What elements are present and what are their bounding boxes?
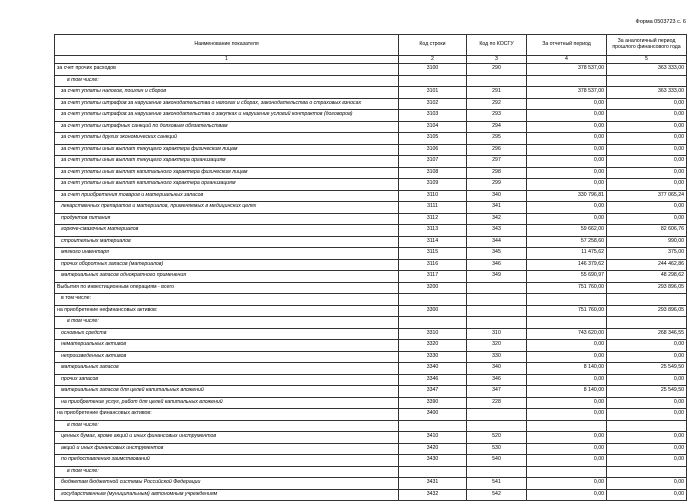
row-current-amount: 0,00 [527,374,607,386]
row-name: за счет прочих расходов [55,64,399,76]
table-row [55,478,687,490]
row-previous-amount [607,75,687,87]
row-code: 3102 [399,98,467,110]
row-kosgu [467,317,527,329]
row-name: за счет уплаты иных выплат капитального характера физическим лицам [55,167,399,179]
row-previous-amount: 25 549,50 [607,363,687,375]
row-name: нематериальных активов [55,340,399,352]
row-previous-amount: 990,00 [607,236,687,248]
row-kosgu: 320 [467,340,527,352]
row-previous-amount: 363 333,00 [607,87,687,99]
table-row [55,282,687,294]
row-kosgu: 291 [467,87,527,99]
row-previous-amount: 82 606,76 [607,225,687,237]
row-previous-amount: 48 298,62 [607,271,687,283]
row-name: материальных запасов для целей капитальных вложений [55,386,399,398]
table-row [55,110,687,122]
row-previous-amount: 0,00 [607,121,687,133]
table-row [55,305,687,317]
row-code [399,466,467,478]
row-previous-amount: 0,00 [607,133,687,145]
row-kosgu: 541 [467,478,527,490]
table-row [55,317,687,329]
table-row [55,213,687,225]
row-current-amount: 57 258,60 [527,236,607,248]
row-previous-amount: 0,00 [607,167,687,179]
row-kosgu: 343 [467,225,527,237]
row-kosgu [467,294,527,306]
row-code: 3410 [399,432,467,444]
row-name: в том числе: [55,420,399,432]
row-name: за счет уплаты иных выплат капитального характера организациям [55,179,399,191]
table-row [55,328,687,340]
table-row [55,64,687,76]
row-current-amount: 378 537,00 [527,87,607,99]
row-code: 3117 [399,271,467,283]
table-row [55,340,687,352]
row-name: лекарственных препаратов и материалов, применяемых в медицинских целях [55,202,399,214]
table-row [55,236,687,248]
row-previous-amount [607,466,687,478]
row-kosgu [467,282,527,294]
row-name: горюче-смазочных материалов [55,225,399,237]
table-row [55,167,687,179]
row-code: 3106 [399,144,467,156]
row-kosgu: 340 [467,190,527,202]
row-code: 3101 [399,87,467,99]
row-code: 3115 [399,248,467,260]
row-name: непроизведенных активов [55,351,399,363]
table-row [55,386,687,398]
table-body [55,64,687,501]
row-name: за счет уплаты других экономических санкций [55,133,399,145]
row-name: государственным (муниципальным) автономным учреждениям [55,489,399,501]
row-current-amount: 0,00 [527,133,607,145]
row-previous-amount: 0,00 [607,478,687,490]
row-kosgu: 295 [467,133,527,145]
row-previous-amount: 0,00 [607,455,687,467]
table-row [55,351,687,363]
row-name: на приобретение нефинансовых активов: [55,305,399,317]
row-current-amount: 0,00 [527,340,607,352]
column-number: 5 [607,56,687,64]
row-kosgu: 298 [467,167,527,179]
table-row [55,466,687,478]
row-code: 3300 [399,305,467,317]
row-code: 3346 [399,374,467,386]
row-code: 3430 [399,455,467,467]
row-name: за счет уплаты налогов, пошлин и сборов [55,87,399,99]
row-code: 3104 [399,121,467,133]
row-name: прочих оборотных запасов (материалов) [55,259,399,271]
row-name: за счет уплаты штрафов за нарушение законодательства о закупках и нарушение условий контрактов (договоров) [55,110,399,122]
table-row [55,75,687,87]
row-current-amount: 8 140,00 [527,386,607,398]
row-kosgu: 520 [467,432,527,444]
row-current-amount: 0,00 [527,213,607,225]
row-previous-amount: 244 462,86 [607,259,687,271]
row-current-amount [527,420,607,432]
col-header-kosgu: Код по КОСГУ [467,35,527,56]
table-row [55,432,687,444]
table-row [55,225,687,237]
row-kosgu: 293 [467,110,527,122]
table-row [55,363,687,375]
row-current-amount [527,466,607,478]
col-header-current: За отчетный период [527,35,607,56]
row-name: за счет уплаты иных выплат текущего характера физическим лицам [55,144,399,156]
row-name: за счет приобретения товаров и материальных запасов [55,190,399,202]
table-row [55,271,687,283]
row-name: за счет уплаты штрафных санкций по долговым обязательствам [55,121,399,133]
row-previous-amount: 0,00 [607,351,687,363]
row-previous-amount: 0,00 [607,374,687,386]
row-current-amount: 0,00 [527,443,607,455]
table-row [55,190,687,202]
row-name: за счет уплаты иных выплат текущего характера организациям [55,156,399,168]
table-row [55,455,687,467]
row-code: 3431 [399,478,467,490]
row-previous-amount [607,317,687,329]
row-kosgu: 346 [467,259,527,271]
table-row [55,489,687,501]
row-previous-amount: 293 896,05 [607,305,687,317]
row-current-amount: 0,00 [527,432,607,444]
row-code: 3420 [399,443,467,455]
row-code: 3340 [399,363,467,375]
row-previous-amount: 0,00 [607,110,687,122]
table-row [55,374,687,386]
row-code: 3109 [399,179,467,191]
row-previous-amount: 377 065,24 [607,190,687,202]
row-code: 3108 [399,167,467,179]
row-name: строительных материалов [55,236,399,248]
row-code: 3112 [399,213,467,225]
row-previous-amount: 0,00 [607,202,687,214]
row-name: материальных запасов однократного применения [55,271,399,283]
row-current-amount: 59 662,00 [527,225,607,237]
row-kosgu: 297 [467,156,527,168]
row-current-amount: 0,00 [527,351,607,363]
row-name: материальных запасов [55,363,399,375]
row-current-amount: 751 760,00 [527,305,607,317]
col-header-previous: За аналогичный период прошлого финансового года [607,35,687,56]
table-row [55,144,687,156]
table-row [55,121,687,133]
row-name: в том числе: [55,317,399,329]
table-row [55,133,687,145]
row-kosgu: 340 [467,363,527,375]
row-name: в том числе: [55,466,399,478]
table-row [55,409,687,421]
row-previous-amount: 375,00 [607,248,687,260]
row-code: 3330 [399,351,467,363]
row-current-amount: 330 796,81 [527,190,607,202]
row-name: ценных бумаг, кроме акций и иных финансовых инструментов [55,432,399,444]
row-kosgu: 290 [467,64,527,76]
row-kosgu: 349 [467,271,527,283]
table-row [55,98,687,110]
row-code: 3116 [399,259,467,271]
row-code [399,294,467,306]
row-previous-amount: 0,00 [607,397,687,409]
row-name: за счет уплаты штрафов за нарушение законодательства о налогах и сборах, законодательства о страховых взносах [55,98,399,110]
table-row [55,443,687,455]
row-current-amount: 0,00 [527,98,607,110]
column-number-row [55,56,687,64]
row-name: в том числе: [55,75,399,87]
row-code [399,75,467,87]
row-current-amount: 11 475,62 [527,248,607,260]
row-kosgu [467,409,527,421]
row-name: по предоставлению заимствований [55,455,399,467]
row-kosgu [467,420,527,432]
row-name: прочих запасов [55,374,399,386]
row-current-amount: 0,00 [527,144,607,156]
row-previous-amount: 25 549,50 [607,386,687,398]
row-code: 3310 [399,328,467,340]
row-current-amount: 0,00 [527,121,607,133]
row-code: 3103 [399,110,467,122]
row-kosgu [467,466,527,478]
table-row [55,420,687,432]
row-code: 3390 [399,397,467,409]
row-kosgu: 345 [467,248,527,260]
row-kosgu: 310 [467,328,527,340]
table-row [55,179,687,191]
row-code: 3110 [399,190,467,202]
header-row [55,35,687,56]
row-code: 3320 [399,340,467,352]
row-kosgu: 292 [467,98,527,110]
row-previous-amount: 293 896,05 [607,282,687,294]
col-header-name: Наименование показателя [55,35,399,56]
row-kosgu: 344 [467,236,527,248]
table-row [55,87,687,99]
row-kosgu: 347 [467,386,527,398]
row-previous-amount: 363 333,00 [607,64,687,76]
row-kosgu: 330 [467,351,527,363]
row-code [399,317,467,329]
row-current-amount: 751 760,00 [527,282,607,294]
column-number: 3 [467,56,527,64]
col-header-code: Код строки [399,35,467,56]
row-current-amount: 0,00 [527,397,607,409]
row-code: 3107 [399,156,467,168]
row-current-amount: 0,00 [527,167,607,179]
row-current-amount: 0,00 [527,110,607,122]
row-previous-amount: 0,00 [607,489,687,501]
row-current-amount: 0,00 [527,179,607,191]
column-number: 1 [55,56,399,64]
row-code: 3400 [399,409,467,421]
table-row [55,156,687,168]
row-code: 3114 [399,236,467,248]
row-code [399,420,467,432]
row-code: 3200 [399,282,467,294]
row-current-amount: 743 620,00 [527,328,607,340]
row-previous-amount: 0,00 [607,144,687,156]
row-current-amount: 0,00 [527,478,607,490]
row-current-amount: 0,00 [527,489,607,501]
row-previous-amount: 0,00 [607,443,687,455]
row-previous-amount: 0,00 [607,213,687,225]
table-row [55,294,687,306]
row-kosgu: 294 [467,121,527,133]
row-code: 3100 [399,64,467,76]
row-kosgu: 228 [467,397,527,409]
table-row [55,397,687,409]
row-current-amount: 378 537,00 [527,64,607,76]
row-previous-amount: 0,00 [607,340,687,352]
row-previous-amount [607,294,687,306]
row-previous-amount [607,420,687,432]
column-number: 2 [399,56,467,64]
row-name: на приобретение финансовых активов: [55,409,399,421]
row-current-amount [527,294,607,306]
row-current-amount: 8 140,00 [527,363,607,375]
row-kosgu [467,75,527,87]
row-name: акций и иных финансовых инструментов [55,443,399,455]
row-current-amount: 55 690,97 [527,271,607,283]
row-kosgu: 540 [467,455,527,467]
row-current-amount [527,75,607,87]
report-table [54,34,687,501]
row-previous-amount: 0,00 [607,156,687,168]
table-row [55,202,687,214]
row-kosgu: 299 [467,179,527,191]
row-code: 3347 [399,386,467,398]
row-current-amount: 0,00 [527,409,607,421]
row-name: на приобретение услуг, работ для целей капитальных вложений [55,397,399,409]
table-row [55,248,687,260]
row-name: Выбытия по инвестиционным операциям - всего [55,282,399,294]
row-kosgu: 346 [467,374,527,386]
row-name: мягкого инвентаря [55,248,399,260]
row-current-amount [527,317,607,329]
row-current-amount: 146 379,62 [527,259,607,271]
row-code: 3105 [399,133,467,145]
row-current-amount: 0,00 [527,156,607,168]
row-name: основных средств [55,328,399,340]
row-kosgu: 542 [467,489,527,501]
row-kosgu: 296 [467,144,527,156]
row-previous-amount: 0,00 [607,98,687,110]
row-code: 3432 [399,489,467,501]
row-previous-amount: 0,00 [607,409,687,421]
row-name: бюджетам бюджетной системы Российской Федерации [55,478,399,490]
row-name: в том числе: [55,294,399,306]
row-current-amount: 0,00 [527,202,607,214]
row-kosgu: 342 [467,213,527,225]
row-kosgu [467,305,527,317]
table-row [55,259,687,271]
column-number: 4 [527,56,607,64]
row-code: 3111 [399,202,467,214]
row-kosgu: 341 [467,202,527,214]
row-code: 3113 [399,225,467,237]
form-code: Форма 0503723 с. 6 [635,19,686,25]
row-name: продуктов питания [55,213,399,225]
row-previous-amount: 268 346,55 [607,328,687,340]
row-previous-amount: 0,00 [607,432,687,444]
row-previous-amount: 0,00 [607,179,687,191]
row-kosgu: 530 [467,443,527,455]
row-current-amount: 0,00 [527,455,607,467]
